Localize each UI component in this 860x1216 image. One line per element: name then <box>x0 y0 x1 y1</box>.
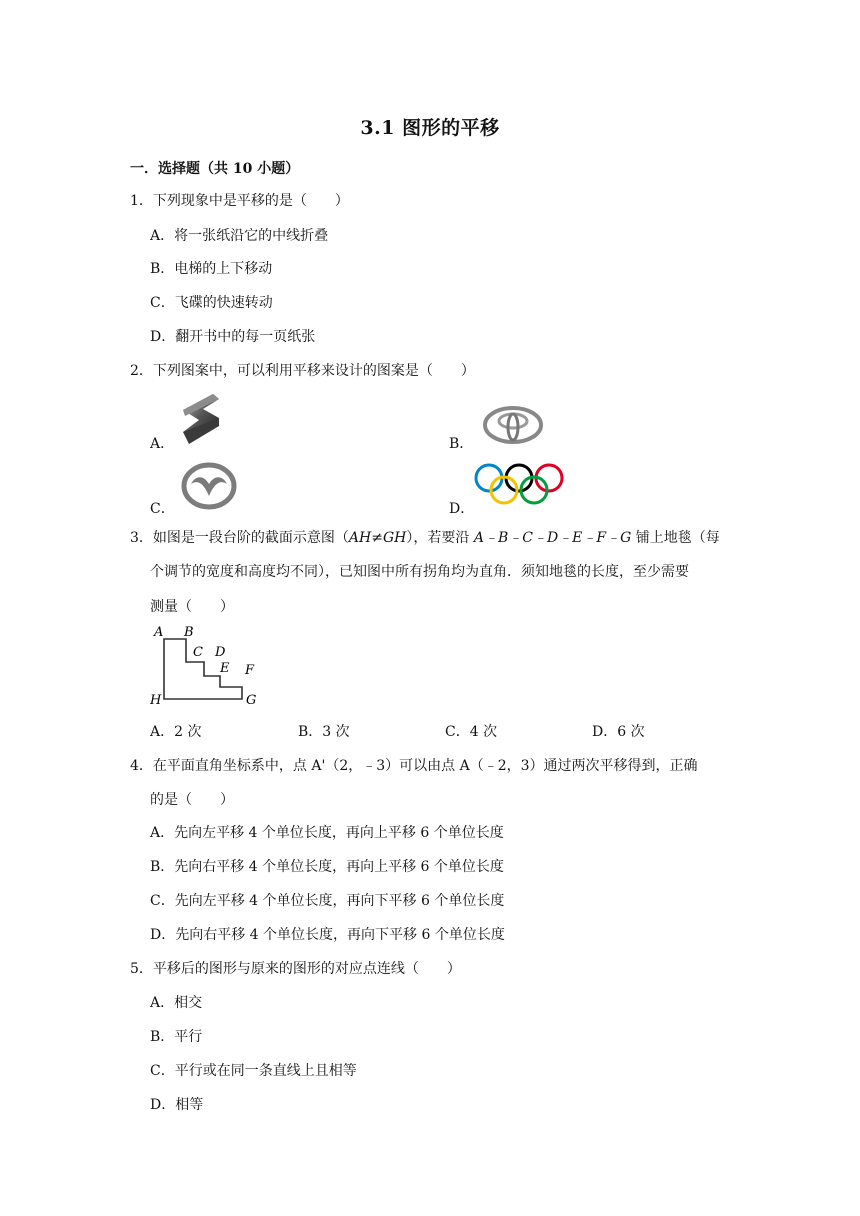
q5-option-d: D．相等 <box>150 1097 204 1113</box>
q5-option-b: B．平行 <box>150 1029 203 1045</box>
question-4-stem-line-1: 4．在平面直角坐标系中，点 A'（2，﹣3）可以由点 A（﹣2，3）通过两次平移得到，正确 <box>130 758 698 774</box>
q1-option-a: A．将一张纸沿它的中线折叠 <box>150 228 329 244</box>
label-g: G <box>246 693 257 708</box>
q3-option-d: D．6 次 <box>592 724 645 740</box>
q3-option-b: B．3 次 <box>298 724 350 740</box>
label-b: B <box>184 625 194 640</box>
q4-option-b: B．先向右平移 4 个单位长度，再向上平移 6 个单位长度 <box>150 859 504 875</box>
label-e: E <box>220 661 230 676</box>
q2-option-b: B． <box>449 436 474 452</box>
label-a: A <box>154 625 164 640</box>
q2-option-c: C． <box>150 501 175 517</box>
mazda-logo-icon <box>181 462 237 510</box>
toyota-logo-icon <box>483 406 543 444</box>
q4-option-c: C．先向左平移 4 个单位长度，再向下平移 6 个单位长度 <box>150 893 505 909</box>
q5-option-a: A．相交 <box>150 995 203 1011</box>
q5-option-c: C．平行或在同一条直线上且相等 <box>150 1063 357 1079</box>
q4-option-d: D．先向右平移 4 个单位长度，再向下平移 6 个单位长度 <box>150 927 505 943</box>
question-1-stem: 1．下列现象中是平移的是（ ） <box>130 193 349 209</box>
question-3-stem-line-3: 测量（ ） <box>150 599 234 615</box>
q1-option-d: D．翻开书中的每一页纸张 <box>150 329 316 345</box>
staircase-diagram <box>146 624 270 710</box>
label-c: C <box>193 645 203 660</box>
q4-option-a: A．先向左平移 4 个单位长度，再向上平移 6 个单位长度 <box>150 825 504 841</box>
section-heading: 一．选择题（共 10 小题） <box>130 161 300 177</box>
q1-option-c: C．飞碟的快速转动 <box>150 295 273 311</box>
question-3-stem-line-1: 3．如图是一段台阶的截面示意图（AH≠GH），若要沿 A﹣B﹣C﹣D﹣E﹣F﹣G 铺上地毯（每 <box>130 530 720 546</box>
question-4-stem-line-2: 的是（ ） <box>150 792 234 808</box>
q2-option-a: A． <box>150 436 175 452</box>
olympic-rings-icon <box>473 462 567 506</box>
q3-option-c: C．4 次 <box>445 724 498 740</box>
q2-option-d: D． <box>449 501 475 517</box>
question-3-stem-line-2: 个调节的宽度和高度均不同），已知图中所有拐角均为直角．须知地毯的长度，至少需要 <box>150 564 689 580</box>
label-d: D <box>215 645 226 660</box>
q3-option-a: A．2 次 <box>150 724 202 740</box>
question-2-stem: 2．下列图案中，可以利用平移来设计的图案是（ ） <box>130 363 475 379</box>
label-h: H <box>150 693 162 708</box>
suzuki-logo-icon <box>175 392 227 446</box>
page-title: 3.1 图形的平移 <box>360 117 500 139</box>
q1-option-b: B．电梯的上下移动 <box>150 261 273 277</box>
label-f: F <box>245 663 255 678</box>
question-5-stem: 5．平移后的图形与原来的图形的对应点连线（ ） <box>130 961 461 977</box>
